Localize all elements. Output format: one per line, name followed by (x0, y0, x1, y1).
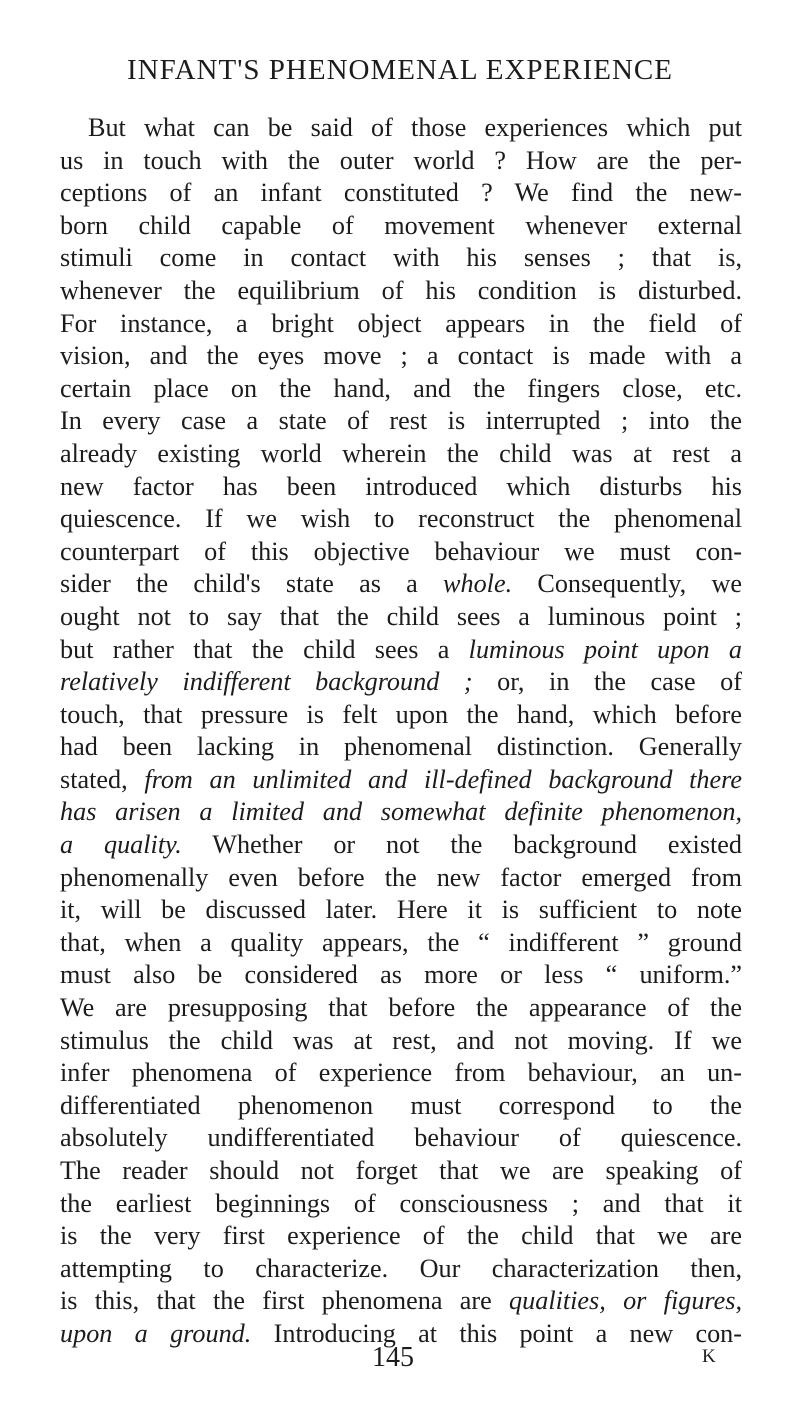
text-line (60, 112, 742, 145)
text-segment: born child capable of movement whenever external (60, 210, 742, 240)
text-line (60, 308, 742, 341)
text-segment: phenomenally even before the new factor emerged from (60, 862, 742, 892)
italic-text: a quality. (60, 830, 182, 860)
text-line (60, 1090, 742, 1123)
text-segment: new factor has been introduced which disturbs his (60, 471, 742, 501)
text-segment: infer phenomena of experience from behaviour, an un- (60, 1058, 742, 1088)
text-line (60, 242, 742, 275)
text-line (60, 1220, 742, 1253)
text-segment: us in touch with the outer world ? How are the per- (60, 145, 742, 175)
text-segment: is this, that the first phenomena are (60, 1286, 510, 1316)
text-line (60, 177, 742, 210)
text-line (60, 927, 742, 960)
text-line (60, 992, 742, 1025)
italic-text: whole. (443, 569, 513, 599)
text-segment: the earliest beginnings of consciousness ; and that it (60, 1188, 742, 1218)
signature-mark: K (702, 1346, 717, 1367)
italic-text: has arisen a limited and somewhat definite phenomenon, (60, 797, 742, 827)
text-line (60, 340, 742, 373)
text-line (60, 959, 742, 992)
text-segment: that, when a quality appears, the “ indifferent ” ground (60, 927, 742, 957)
text-segment: counterpart of this objective behaviour we must con- (60, 536, 742, 566)
text-segment: For instance, a bright object appears in the field of (60, 308, 742, 338)
text-line (60, 1025, 742, 1058)
italic-text: upon a ground. (60, 1318, 252, 1348)
text-line (60, 699, 742, 732)
text-segment: But what can be said of those experiences which put (88, 113, 742, 142)
text-segment: ought not to say that the child sees a luminous point ; (60, 601, 742, 631)
text-segment: vision, and the eyes move ; a contact is made with a (60, 341, 742, 371)
text-line (60, 731, 742, 764)
text-segment: or, in the case of (472, 667, 742, 697)
text-line (60, 829, 742, 862)
italic-text: qualities, or figures, (509, 1286, 742, 1316)
text-line (60, 438, 742, 471)
text-line (60, 373, 742, 406)
text-segment: attempting to characterize. Our characterization then, (60, 1253, 742, 1283)
text-line (60, 471, 742, 504)
italic-text: relatively indifferent background ; (60, 667, 473, 697)
text-segment: whenever the equilibrium of his condition is disturbed. (60, 275, 742, 305)
text-segment: We are presupposing that before the appearance of the (60, 993, 742, 1023)
text-line (60, 536, 742, 569)
text-segment: had been lacking in phenomenal distinction. Generally (60, 732, 742, 762)
text-line (60, 210, 742, 243)
text-segment: differentiated phenomenon must correspond to the (60, 1090, 742, 1120)
text-segment: stimuli come in contact with his senses ; that is, (60, 243, 742, 273)
text-segment: stimulus the child was at rest, and not moving. If we (60, 1025, 742, 1055)
text-segment: Whether or not the background existed (181, 830, 742, 860)
text-segment: is the very first experience of the child that we are (60, 1221, 742, 1251)
page-number: 145 (372, 1342, 414, 1373)
body-paragraph (60, 112, 742, 1351)
text-line (60, 1188, 742, 1221)
text-line (60, 275, 742, 308)
text-segment: must also be considered as more or less “ uniform.” (60, 960, 742, 990)
text-line (60, 405, 742, 438)
text-line (60, 1155, 742, 1188)
text-segment: Introducing at this point a new con- (251, 1318, 742, 1348)
text-line (60, 145, 742, 178)
text-segment: stated, (60, 764, 145, 794)
text-line (60, 894, 742, 927)
text-segment: certain place on the hand, and the fingers close, etc. (60, 373, 742, 403)
text-line (60, 634, 742, 667)
text-segment: absolutely undifferentiated behaviour of quiescence. (60, 1123, 742, 1153)
text-segment: sider the child's state as a (60, 569, 444, 599)
text-line (60, 1253, 742, 1286)
text-segment: Consequently, we (512, 569, 742, 599)
text-segment: it, will be discussed later. Here it is sufficient to note (60, 895, 742, 925)
text-segment: already existing world wherein the child was at rest a (60, 438, 742, 468)
text-segment: touch, that pressure is felt upon the hand, which before (60, 699, 742, 729)
text-line (60, 1057, 742, 1090)
italic-text: from an unlimited and ill-defined background there (144, 764, 742, 794)
text-line (60, 764, 742, 797)
text-line (60, 568, 742, 601)
text-line (60, 503, 742, 536)
text-line (60, 862, 742, 895)
text-segment: quiescence. If we wish to reconstruct the phenomenal (60, 504, 742, 534)
running-head: INFANT'S PHENOMENAL EXPERIENCE (127, 54, 673, 86)
italic-text: luminous point upon a (468, 634, 742, 664)
text-line (60, 1285, 742, 1318)
text-line (60, 601, 742, 634)
text-segment: ceptions of an infant constituted ? We find the new- (60, 178, 742, 208)
text-line (60, 1122, 742, 1155)
text-line (60, 666, 742, 699)
text-line (60, 796, 742, 829)
text-segment: but rather that the child sees a (60, 634, 469, 664)
text-segment: In every case a state of rest is interrupted ; into the (60, 406, 742, 436)
text-segment: The reader should not forget that we are speaking of (60, 1156, 742, 1185)
